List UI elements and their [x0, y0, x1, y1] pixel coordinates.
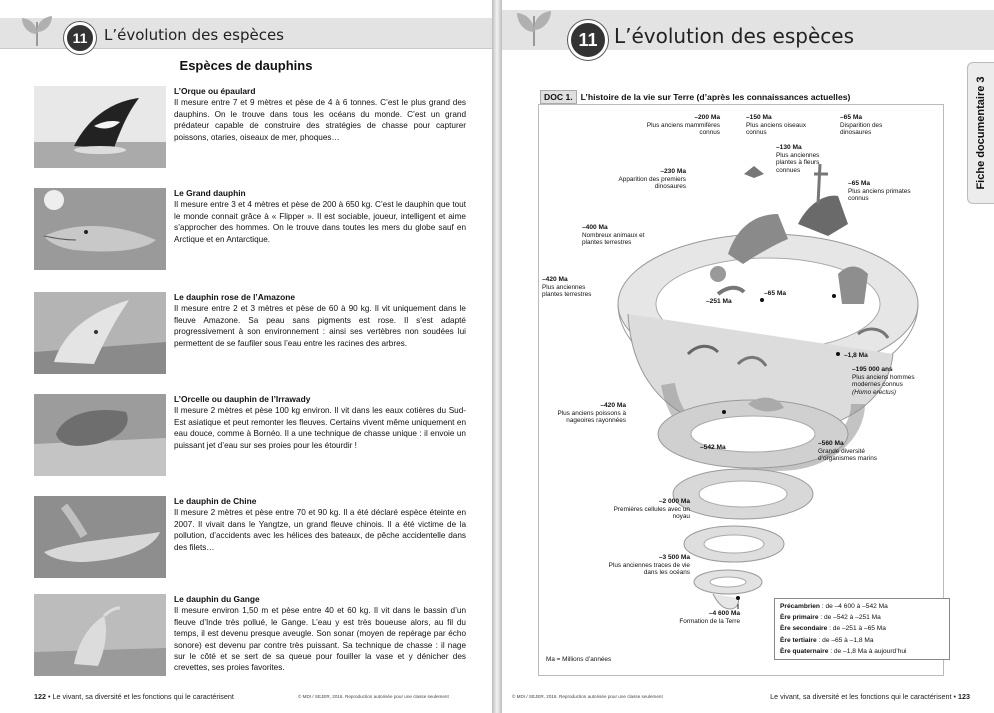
timeline-label: –195 000 ans Plus anciens hommes modernes connus (Homo erectus) — [852, 366, 915, 396]
species-entry — [34, 292, 466, 382]
entry-description: Il mesure entre 7 et 9 mètres et pèse de 4 à 6 tonnes. C’est le plus grand des dauphins. On le trouve dans tous les océans du monde. C’est un grand prédateur capable de construire des stratégies de chasse pour capturer poissons, otaries, oiseaux de mer, phoques… — [174, 98, 466, 142]
entry-text — [174, 86, 466, 143]
legend-row: Ère tertiaire : de –65 à –1,8 Ma — [780, 636, 874, 644]
entry-title: Le dauphin de Chine — [174, 496, 257, 506]
legend-row: Ère primaire : de –542 à –251 Ma — [780, 614, 881, 622]
copyright-notice: © MDI / SEJER, 2016. Reproduction autorisée pour une classe seulement — [512, 694, 663, 699]
doc-title-text: L’histoire de la vie sur Terre (d’après les connaissances actuelles) — [580, 92, 851, 102]
timeline-label: –65 Ma Disparition des dinosaures — [840, 114, 883, 137]
chapter-title: L’évolution des espèces — [104, 26, 284, 44]
species-entry — [34, 594, 466, 686]
page-number: 122 — [34, 692, 46, 701]
irrawaddy-dolphin-photo — [34, 394, 166, 476]
entry-title: Le Grand dauphin — [174, 188, 246, 198]
timeline-label: –420 Ma Plus anciennes plantes terrestres — [542, 276, 592, 299]
entry-description: Il mesure entre 3 et 4 mètres et pèse de 200 à 650 kg. C’est le dauphin que tout le monde connait grâce à « Flipper ». Il est sociable, joueur, intelligent et aime s’approcher des hommes. On le trouve dans toutes les mers du globe sauf en Arctique et en Antarctique. — [174, 200, 466, 244]
species-entry — [34, 394, 466, 484]
page-number: 123 — [958, 692, 970, 701]
timeline-label: –65 Ma Plus anciens primates connus — [848, 180, 911, 203]
entry-description: Il mesure entre 2 et 3 mètres et pèse de 60 à 90 kg. Il vit uniquement dans le fleuve Amazone. Sa peau sans pigments est rose. Il s’est adapté progressivement à son environnement : ainsi ses vertèbres non soudées lui permettent de se faufiler sous l’eau entre les racines des arbres. — [174, 304, 466, 348]
timeline-label: –1,8 Ma — [844, 352, 868, 359]
doc-tag: DOC 1. — [540, 90, 577, 104]
right-footer: Le vivant, sa diversité et les fonctions qui le caractérisent • 123 — [770, 692, 970, 701]
timeline-label: –2 000 Ma Premières cellules avec un noyau — [613, 498, 690, 521]
era-legend — [774, 598, 950, 660]
entry-description: Il mesure 2 mètres et pèse 100 kg environ. Il vit dans les eaux cotières du Sud-Est asiatique et peut remonter les fleuves. Certains vivent même uniquement en eau douce, comme à Bornéo. Il a une technique de chasse unique : il envoie un puissant jet d’eau sur ses proies pour les étourdir ! — [174, 406, 466, 450]
entry-title: Le dauphin rose de l’Amazone — [174, 292, 295, 302]
bottlenose-dolphin-photo — [34, 188, 166, 270]
right-page — [502, 0, 994, 713]
footer-text: Le vivant, sa diversité et les fonctions qui le caractérisent — [52, 692, 234, 701]
timeline-label: –251 Ma — [706, 298, 732, 305]
legend-row: Ère quaternaire : de –1,8 Ma à aujourd’hui — [780, 647, 907, 655]
orca-photo — [34, 86, 166, 168]
side-tab-label: Fiche documentaire 3 — [975, 76, 987, 190]
timeline-label: –65 Ma — [764, 290, 786, 297]
entry-title: L’Orcelle ou dauphin de l’Irrawady — [174, 394, 311, 404]
left-page — [0, 0, 492, 713]
species-entry — [34, 86, 466, 176]
timeline-label: –3 500 Ma Plus anciennes traces de vie dans les océans — [608, 554, 690, 577]
book-gutter — [492, 0, 502, 713]
entry-description: Il mesure environ 1,50 m et pèse entre 40 et 60 kg. Il vit dans le bassin d’un fleuve d’Inde très pollué, le Gange. L’eau y est très boueuse alors, au fil du temps, il est devenu presque aveugle. Son sonar (moyen de repérage par écho sonore) est devenu par contre très puissant. Sa technique de chasse : il nage sur le côté et se sert de sa queue pour fouiller la vase et y dénicher des crevettes, ses proies favorites. — [174, 606, 466, 673]
amazon-river-dolphin-photo — [34, 292, 166, 374]
entry-description: Il mesure 2 mètres et pèse entre 70 et 90 kg. Il a été déclaré espèce éteinte en 2007. Il vivait dans le Yangtze, un grand fleuve chinois. Il a été victime de la pollution, d’accidents avec les hélices des bateaux, de pêche accidentelle dans des filets… — [174, 508, 466, 552]
section-title: Espèces de dauphins — [179, 58, 313, 73]
entry-title: Le dauphin du Gange — [174, 594, 260, 604]
timeline-label: –230 Ma Apparition des premiers dinosaures — [618, 168, 686, 191]
entry-text — [174, 496, 466, 553]
timeline-label: –560 Ma Grande diversité d’organismes marins — [818, 440, 877, 463]
entry-title: L’Orque ou épaulard — [174, 86, 256, 96]
entry-text — [174, 394, 466, 451]
timeline-label: –4 600 Ma Formation de la Terre — [679, 610, 740, 625]
entry-text — [174, 188, 466, 245]
leaf-icon — [18, 14, 56, 48]
timeline-label: –542 Ma — [700, 444, 726, 451]
chapter-number-badge: 11 — [64, 22, 96, 54]
side-tab — [967, 62, 994, 204]
leaf-icon — [512, 8, 556, 48]
timeline-label: –200 Ma Plus anciens mammifères connus — [646, 114, 720, 137]
copyright-notice: © MDI / SEJER, 2016. Reproduction autorisée pour une classe seulement — [298, 694, 449, 699]
chapter-number-badge: 11 — [568, 20, 608, 60]
species-entry — [34, 188, 466, 278]
left-footer: 122 • Le vivant, sa diversité et les fonctions qui le caractérisent — [34, 692, 234, 701]
legend-row: Précambrien : de –4 600 à –542 Ma — [780, 603, 888, 610]
timeline-label: –420 Ma Plus anciens poissons à nageoires rayonnées — [557, 402, 626, 425]
timeline-label: –130 Ma Plus anciennes plantes à fleurs connues — [776, 144, 820, 174]
baiji-dolphin-photo — [34, 496, 166, 578]
entry-text — [174, 292, 466, 349]
timeline-label: –400 Ma Nombreux animaux et plantes terrestres — [582, 224, 645, 247]
doc-title — [540, 92, 850, 102]
footer-text: Le vivant, sa diversité et les fonctions qui le caractérisent — [770, 692, 952, 701]
timeline-label: –150 Ma Plus anciens oiseaux connus — [746, 114, 807, 137]
chapter-title: L’évolution des espèces — [614, 24, 854, 48]
ma-note: Ma = Millions d’années — [546, 656, 612, 663]
entry-text — [174, 594, 466, 674]
legend-row: Ère secondaire : de –251 à –65 Ma — [780, 625, 886, 633]
ganges-dolphin-photo — [34, 594, 166, 676]
species-entry — [34, 496, 466, 586]
